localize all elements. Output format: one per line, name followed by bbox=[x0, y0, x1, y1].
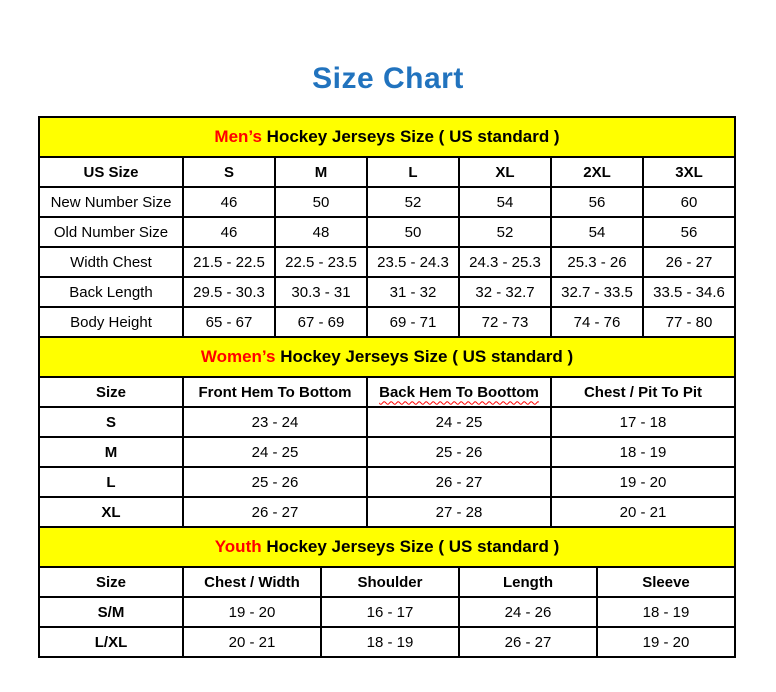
size-value: 50 bbox=[367, 217, 459, 247]
table-row bbox=[39, 407, 735, 437]
column-header: 2XL bbox=[551, 157, 643, 187]
column-header: S bbox=[183, 157, 275, 187]
table-row bbox=[39, 247, 735, 277]
column-header: Sleeve bbox=[597, 567, 735, 597]
row-label: M bbox=[39, 437, 183, 467]
mens-section-header bbox=[39, 117, 735, 157]
size-value: 31 - 32 bbox=[367, 277, 459, 307]
size-value: 69 - 71 bbox=[367, 307, 459, 337]
size-value: 72 - 73 bbox=[459, 307, 551, 337]
column-header-misspelled: Back Hem To Boottom bbox=[367, 377, 551, 407]
size-value: 30.3 - 31 bbox=[275, 277, 367, 307]
size-value: 33.5 - 34.6 bbox=[643, 277, 735, 307]
section-title-text: Hockey Jerseys Size ( US standard ) bbox=[275, 347, 574, 366]
column-header: US Size bbox=[39, 157, 183, 187]
size-value: 17 - 18 bbox=[551, 407, 735, 437]
size-value: 54 bbox=[459, 187, 551, 217]
size-value: 20 - 21 bbox=[183, 627, 321, 657]
size-value: 56 bbox=[643, 217, 735, 247]
row-label: L/XL bbox=[39, 627, 183, 657]
column-header: Size bbox=[39, 567, 183, 597]
size-value: 52 bbox=[459, 217, 551, 247]
row-label: Back Length bbox=[39, 277, 183, 307]
size-value: 48 bbox=[275, 217, 367, 247]
row-label: New Number Size bbox=[39, 187, 183, 217]
size-value: 25.3 - 26 bbox=[551, 247, 643, 277]
youth-size-table bbox=[38, 526, 736, 658]
row-label: Body Height bbox=[39, 307, 183, 337]
table-row bbox=[39, 627, 735, 657]
youth-section-header bbox=[39, 527, 735, 567]
table-row bbox=[39, 187, 735, 217]
size-value: 19 - 20 bbox=[183, 597, 321, 627]
size-value: 19 - 20 bbox=[597, 627, 735, 657]
size-value: 56 bbox=[551, 187, 643, 217]
size-value: 26 - 27 bbox=[367, 467, 551, 497]
column-header: L bbox=[367, 157, 459, 187]
size-value: 32.7 - 33.5 bbox=[551, 277, 643, 307]
table-row bbox=[39, 597, 735, 627]
size-value: 26 - 27 bbox=[643, 247, 735, 277]
size-value: 21.5 - 22.5 bbox=[183, 247, 275, 277]
table-row bbox=[39, 467, 735, 497]
size-value: 23 - 24 bbox=[183, 407, 367, 437]
column-header: 3XL bbox=[643, 157, 735, 187]
size-value: 60 bbox=[643, 187, 735, 217]
column-header: XL bbox=[459, 157, 551, 187]
size-value: 16 - 17 bbox=[321, 597, 459, 627]
size-value: 25 - 26 bbox=[367, 437, 551, 467]
section-title-text: Hockey Jerseys Size ( US standard ) bbox=[261, 537, 560, 556]
column-header: M bbox=[275, 157, 367, 187]
row-label: Old Number Size bbox=[39, 217, 183, 247]
table-row bbox=[39, 277, 735, 307]
row-label: Width Chest bbox=[39, 247, 183, 277]
size-value: 29.5 - 30.3 bbox=[183, 277, 275, 307]
womens-header-row bbox=[39, 377, 735, 407]
column-header: Length bbox=[459, 567, 597, 597]
size-value: 54 bbox=[551, 217, 643, 247]
size-value: 18 - 19 bbox=[551, 437, 735, 467]
column-header: Chest / Pit To Pit bbox=[551, 377, 735, 407]
size-value: 46 bbox=[183, 217, 275, 247]
size-value: 67 - 69 bbox=[275, 307, 367, 337]
mens-size-table bbox=[38, 116, 736, 338]
size-value: 20 - 21 bbox=[551, 497, 735, 527]
size-value: 24 - 25 bbox=[183, 437, 367, 467]
table-row bbox=[39, 437, 735, 467]
womens-section-band bbox=[39, 337, 735, 377]
size-value: 26 - 27 bbox=[459, 627, 597, 657]
row-label: S/M bbox=[39, 597, 183, 627]
youth-section-band bbox=[39, 527, 735, 567]
size-value: 74 - 76 bbox=[551, 307, 643, 337]
size-value: 23.5 - 24.3 bbox=[367, 247, 459, 277]
column-header: Front Hem To Bottom bbox=[183, 377, 367, 407]
size-value: 50 bbox=[275, 187, 367, 217]
size-value: 27 - 28 bbox=[367, 497, 551, 527]
size-value: 26 - 27 bbox=[183, 497, 367, 527]
size-value: 65 - 67 bbox=[183, 307, 275, 337]
column-header: Size bbox=[39, 377, 183, 407]
size-value: 46 bbox=[183, 187, 275, 217]
size-value: 19 - 20 bbox=[551, 467, 735, 497]
womens-section-header bbox=[39, 337, 735, 377]
section-highlight: Men’s bbox=[214, 127, 262, 146]
column-header: Shoulder bbox=[321, 567, 459, 597]
youth-header-row bbox=[39, 567, 735, 597]
row-label: L bbox=[39, 467, 183, 497]
size-value: 24 - 26 bbox=[459, 597, 597, 627]
size-value: 32 - 32.7 bbox=[459, 277, 551, 307]
table-row bbox=[39, 307, 735, 337]
size-chart-tables bbox=[38, 116, 776, 658]
mens-section-band bbox=[39, 117, 735, 157]
column-header: Chest / Width bbox=[183, 567, 321, 597]
page-title: Size Chart bbox=[312, 62, 464, 95]
size-value: 52 bbox=[367, 187, 459, 217]
section-title-text: Hockey Jerseys Size ( US standard ) bbox=[261, 127, 560, 146]
size-value: 24.3 - 25.3 bbox=[459, 247, 551, 277]
size-value: 25 - 26 bbox=[183, 467, 367, 497]
size-value: 22.5 - 23.5 bbox=[275, 247, 367, 277]
table-row bbox=[39, 217, 735, 247]
size-value: 24 - 25 bbox=[367, 407, 551, 437]
section-highlight: Women’s bbox=[200, 347, 276, 366]
row-label: S bbox=[39, 407, 183, 437]
womens-size-table bbox=[38, 336, 736, 528]
row-label: XL bbox=[39, 497, 183, 527]
size-value: 18 - 19 bbox=[321, 627, 459, 657]
table-row bbox=[39, 497, 735, 527]
size-value: 18 - 19 bbox=[597, 597, 735, 627]
size-value: 77 - 80 bbox=[643, 307, 735, 337]
mens-header-row bbox=[39, 157, 735, 187]
section-highlight: Youth bbox=[214, 537, 262, 556]
